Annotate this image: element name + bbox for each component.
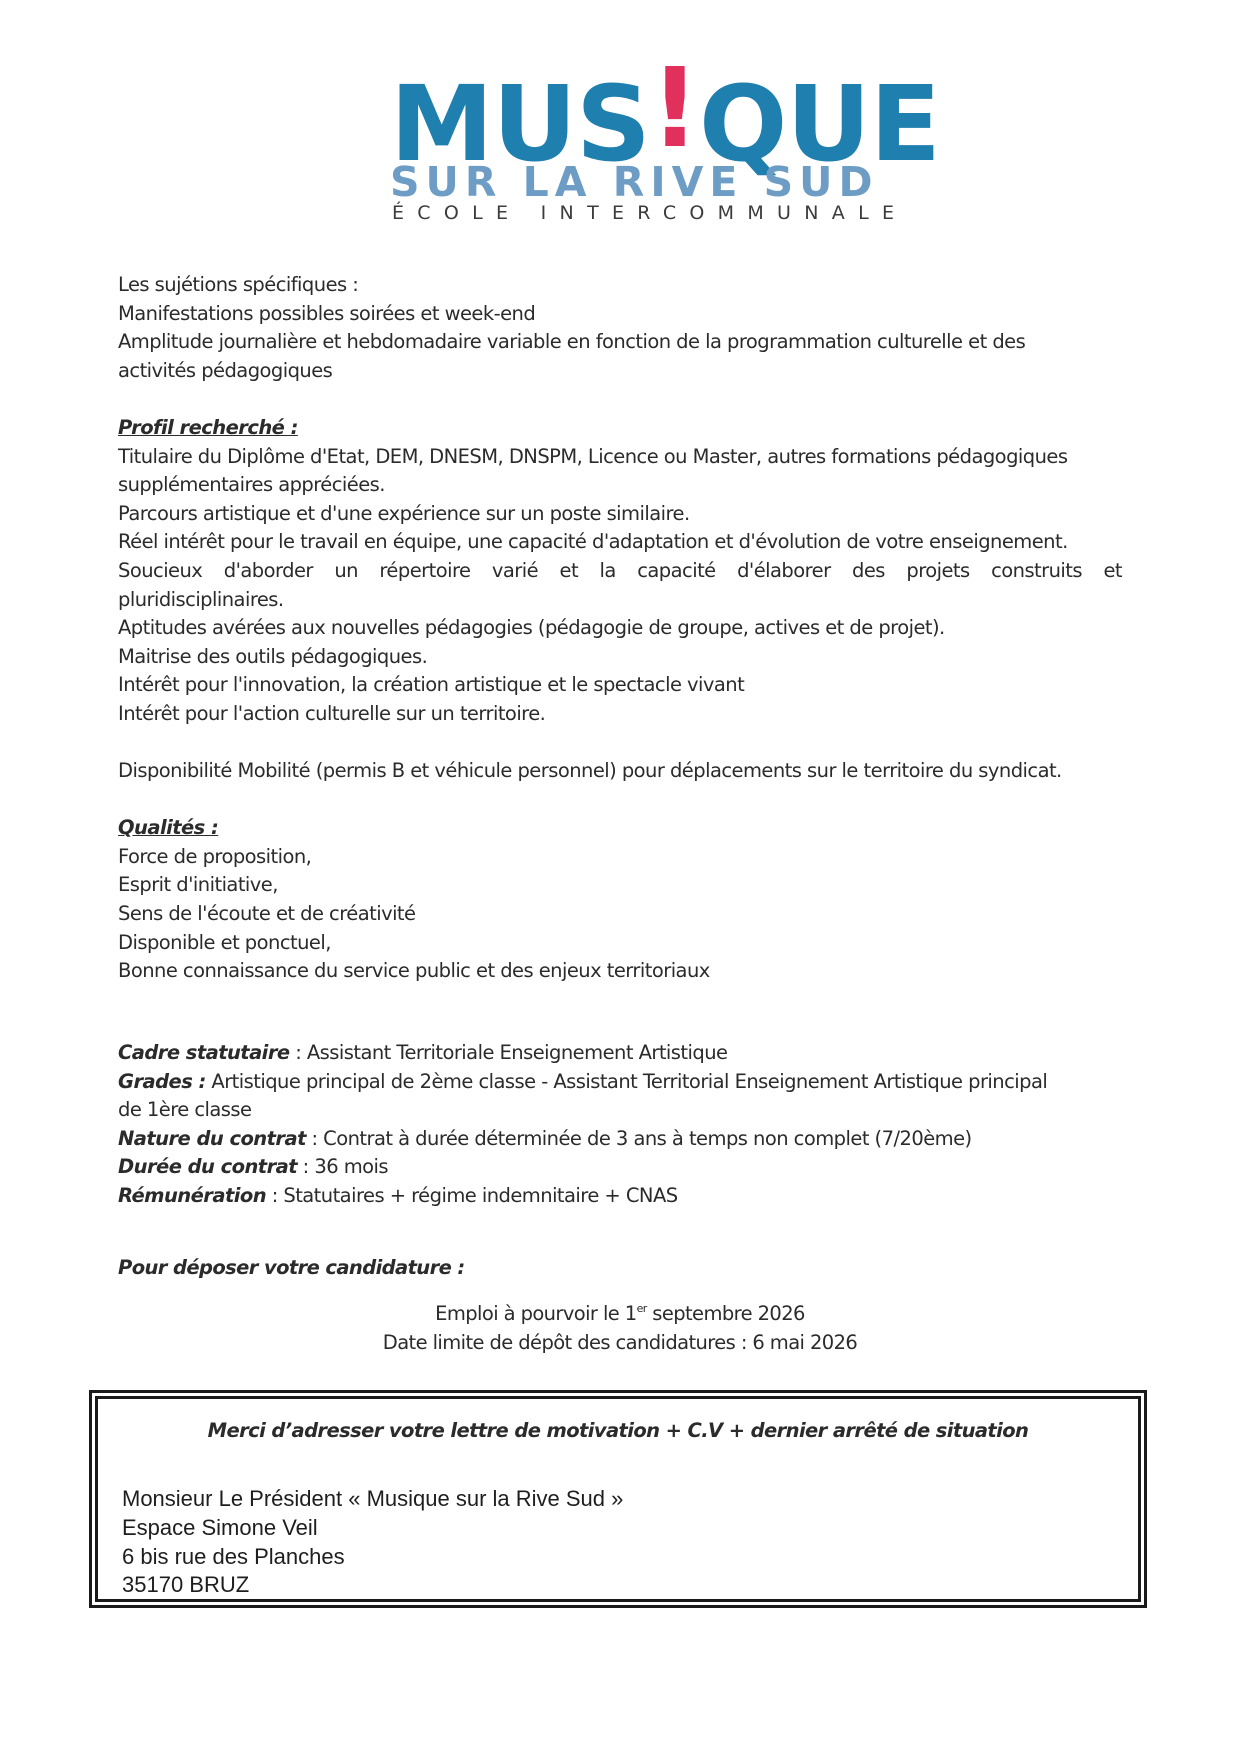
cadre-value: : Assistant Territoriale Enseignement Artistique xyxy=(289,1041,728,1064)
mobility-requirement: Disponibilité Mobilité (permis B et véhicule personnel) pour déplacements sur le territoire du syndicat. xyxy=(118,759,1062,783)
logo xyxy=(390,30,940,230)
profil-item: Intérêt pour l'action culturelle sur un territoire. xyxy=(118,701,546,725)
grades xyxy=(118,1068,1122,1097)
qualite-item: Esprit d'initiative, xyxy=(118,873,278,897)
logo-subtitle: SUR LA RIVE SUD xyxy=(390,158,879,206)
logo-exclamation-mark: ! xyxy=(649,44,700,172)
address-line: 35170 BRUZ xyxy=(122,1572,250,1598)
duree-value: : 36 mois xyxy=(297,1155,388,1179)
profil-item: supplémentaires appréciées. xyxy=(118,473,385,497)
qualite-item: Disponible et ponctuel, xyxy=(118,930,331,954)
spacer xyxy=(118,729,1122,758)
profil-item: Parcours artistique et d'une expérience sur un poste similaire. xyxy=(118,501,690,525)
profil-item: Soucieux d'aborder un répertoire varié et la capacité d'élaborer des projets construits et xyxy=(118,558,1122,582)
address-box xyxy=(89,1390,1147,1608)
address-box-inner-border xyxy=(95,1396,1141,1602)
profil-item: Maitrise des outils pédagogiques. xyxy=(118,644,428,668)
profil-item: Titulaire du Diplôme d'Etat, DEM, DNESM, DNSPM, Licence ou Master, autres formations pédagogiques xyxy=(118,444,1068,468)
grades-value: Artistique principal de 2ème classe - Assistant Territorial Enseignement Artistique principal xyxy=(205,1069,1048,1093)
spacer xyxy=(118,385,1122,414)
profil-item: pluridisciplinaires. xyxy=(118,587,284,611)
qualite-item: Sens de l'écoute et de créativité xyxy=(118,902,416,926)
remuneration xyxy=(118,1182,1122,1211)
start-date-ordinal: er xyxy=(636,1302,647,1315)
job-description xyxy=(118,271,1122,986)
duree-contrat xyxy=(118,1153,1122,1182)
start-date-suffix: septembre 2026 xyxy=(646,1302,805,1325)
profil-item: Réel intérêt pour le travail en équipe, une capacité d'adaptation et d'évolution de votre enseignement. xyxy=(118,530,1068,554)
sujetion-line: Manifestations possibles soirées et week-end xyxy=(118,301,536,325)
nature-contrat xyxy=(118,1125,1122,1154)
application-heading: Pour déposer votre candidature : xyxy=(118,1256,465,1279)
sujetion-line: activités pédagogiques xyxy=(118,358,333,382)
remuneration-value: : Statutaires + régime indemnitaire + CNAS xyxy=(266,1183,678,1207)
qualites-heading: Qualités : xyxy=(118,816,219,840)
duree-label: Durée du contrat xyxy=(118,1155,298,1179)
nature-label: Nature du contrat xyxy=(118,1126,306,1150)
profil-heading: Profil recherché : xyxy=(118,415,298,439)
sujetion-line: Amplitude journalière et hebdomadaire variable en fonction de la programmation culturelle et des xyxy=(118,330,1026,354)
address-line: 6 bis rue des Planches xyxy=(122,1543,345,1569)
deadline: Date limite de dépôt des candidatures : 6 mai 2026 xyxy=(382,1330,858,1354)
start-date xyxy=(118,1300,1122,1329)
spacer xyxy=(118,786,1122,815)
address-line: Espace Simone Veil xyxy=(122,1514,318,1540)
postal-address xyxy=(122,1485,623,1600)
qualite-item: Force de proposition, xyxy=(118,844,312,868)
logo-text-mus: MUS xyxy=(390,63,650,185)
logo-text-que: QUE xyxy=(699,63,940,185)
grades-continued: de 1ère classe xyxy=(118,1098,252,1122)
address-box-title: Merci d’adresser votre lettre de motivation + C.V + dernier arrêté de situation xyxy=(207,1419,1029,1442)
remuneration-label: Rémunération xyxy=(118,1183,267,1207)
logo-tagline: ÉCOLE INTERCOMMUNALE xyxy=(392,202,908,224)
nature-value: : Contrat à durée déterminée de 3 ans à temps non complet (7/20ème) xyxy=(305,1126,972,1150)
profil-item: Aptitudes avérées aux nouvelles pédagogies (pédagogie de groupe, actives et de projet). xyxy=(118,616,945,640)
cadre-label: Cadre statutaire xyxy=(118,1041,290,1064)
profil-item: Intérêt pour l'innovation, la création artistique et le spectacle vivant xyxy=(118,673,745,697)
contract-details xyxy=(118,1039,1122,1211)
start-date-prefix: Emploi à pourvoir le 1 xyxy=(435,1302,637,1325)
cadre-statutaire xyxy=(118,1039,1122,1068)
address-line: Monsieur Le Président « Musique sur la Rive Sud » xyxy=(122,1486,624,1511)
sujetions-title: Les sujétions spécifiques : xyxy=(118,273,359,296)
grades-label: Grades : xyxy=(118,1069,206,1093)
qualite-item: Bonne connaissance du service public et des enjeux territoriaux xyxy=(118,959,710,983)
application-dates xyxy=(118,1300,1122,1357)
